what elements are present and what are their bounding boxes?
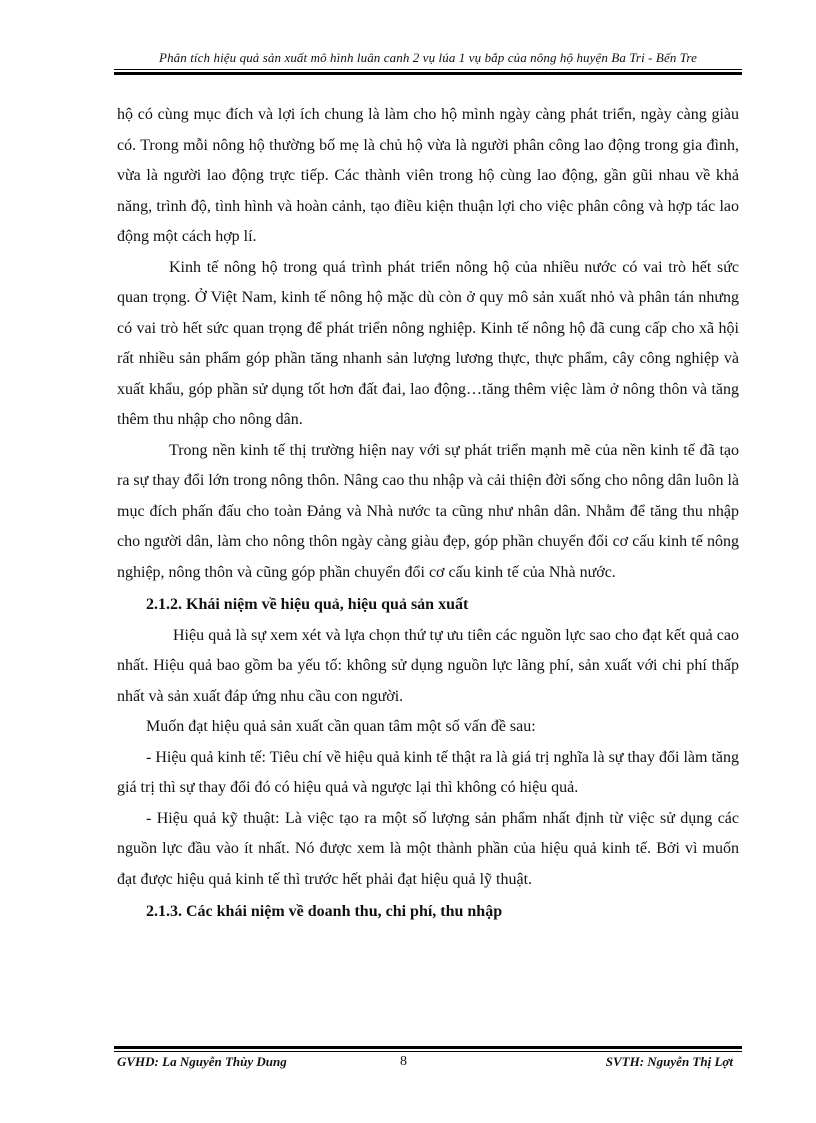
paragraph-6: - Hiệu quả kinh tế: Tiêu chí về hiệu quả kinh tế thật ra là giá trị nghĩa là sự thay đổi làm tăng giá trị thì sự thay đổi đó có hiệu quả và ngược lại thì không có hiệu quả.: [117, 748, 739, 796]
footer-student: SVTH: Nguyễn Thị Lợt: [605, 1054, 733, 1069]
footer-rule-thick: [114, 1046, 742, 1049]
paragraph-1: hộ có cùng mục đích và lợi ích chung là làm cho hộ mình ngày càng phát triển, ngày càng giàu có. Trong mỗi nông hộ thường bố mẹ là chủ hộ vừa là người phân công lao động trong gia đình, vừa là người lao động trực tiếp. Các thành viên trong hộ cùng lao động, gần gũi nhau về khả năng, trình độ, tình hình và hoàn cảnh, tạo điều kiện thuận lợi cho việc phân công và hợp tác lao động một cách hợp lí.: [117, 106, 739, 245]
page-number: 8: [400, 1054, 407, 1069]
page-footer: [117, 1054, 739, 1072]
paragraph-4: Hiệu quả là sự xem xét và lựa chọn thứ tự ưu tiên các nguồn lực sao cho đạt kết quả cao nhất. Hiệu quả bao gồm ba yếu tố: không sử dụng nguồn lực lãng phí, sản xuất với chi phí thấp nhất và sản xuất đáp ứng nhu cầu con người.: [117, 626, 739, 705]
section-heading-2-1-3: 2.1.3. Các khái niệm về doanh thu, chi phí, thu nhập: [146, 903, 503, 920]
paragraph-3: Trong nền kinh tế thị trường hiện nay với sự phát triển mạnh mẽ của nền kinh tế đã tạo ra sự thay đổi lớn trong nông thôn. Nâng cao thu nhập và cải thiện đời sống cho nông dân luôn là mục đích phấn đấu cho toàn Đảng và Nhà nước ta cũng như nhân dân. Nhằm để tăng thu nhập cho người dân, làm cho nông thôn ngày càng giàu đẹp, góp phần chuyển đổi cơ cấu kinh tế nông nghiệp, nông thôn và cũng góp phần chuyển đổi cơ cấu kinh tế của Nhà nước.: [117, 441, 739, 581]
header-rule-thick: [114, 72, 742, 75]
paragraph-5: Muốn đạt hiệu quả sản xuất cần quan tâm một số vấn đề sau:: [146, 718, 536, 735]
document-body: [117, 100, 739, 928]
section-heading-2-1-2: 2.1.2. Khái niệm về hiệu quả, hiệu quả sản xuất: [146, 596, 469, 613]
page-header: Phân tích hiệu quả sản xuất mô hình luân canh 2 vụ lúa 1 vụ bắp của nông hộ huyện Ba Tri - Bến Tre: [159, 50, 697, 65]
paragraph-2: Kinh tế nông hộ trong quá trình phát triển nông hộ của nhiều nước có vai trò hết sức quan trọng. Ở Việt Nam, kinh tế nông hộ mặc dù còn ở quy mô sản xuất nhỏ và phân tán nhưng có vai trò hết sức quan trọng để phát triển nông nghiệp. Kinh tế nông hộ đã cung cấp cho xã hội rất nhiều sản phẩm góp phần tăng nhanh sản lượng lương thực, thực phẩm, cây công nghiệp và xuất khẩu, góp phần sử dụng tốt hơn đất đai, lao động…tăng thêm việc làm ở nông thôn và tăng thêm thu nhập cho nông dân.: [117, 258, 739, 428]
footer-supervisor: GVHD: La Nguyễn Thùy Dung: [117, 1054, 287, 1069]
paragraph-7: - Hiệu quả kỹ thuật: Là việc tạo ra một số lượng sản phẩm nhất định từ việc sử dụng các nguồn lực đầu vào ít nhất. Nó được xem là một thành phần của hiệu quả kinh tế. Bởi vì muốn đạt được hiệu quả kinh tế thì trước hết phải đạt hiệu quả lỹ thuật.: [117, 809, 739, 888]
footer-rule-thin: [114, 1051, 742, 1052]
header-rule-thin: [114, 69, 742, 70]
